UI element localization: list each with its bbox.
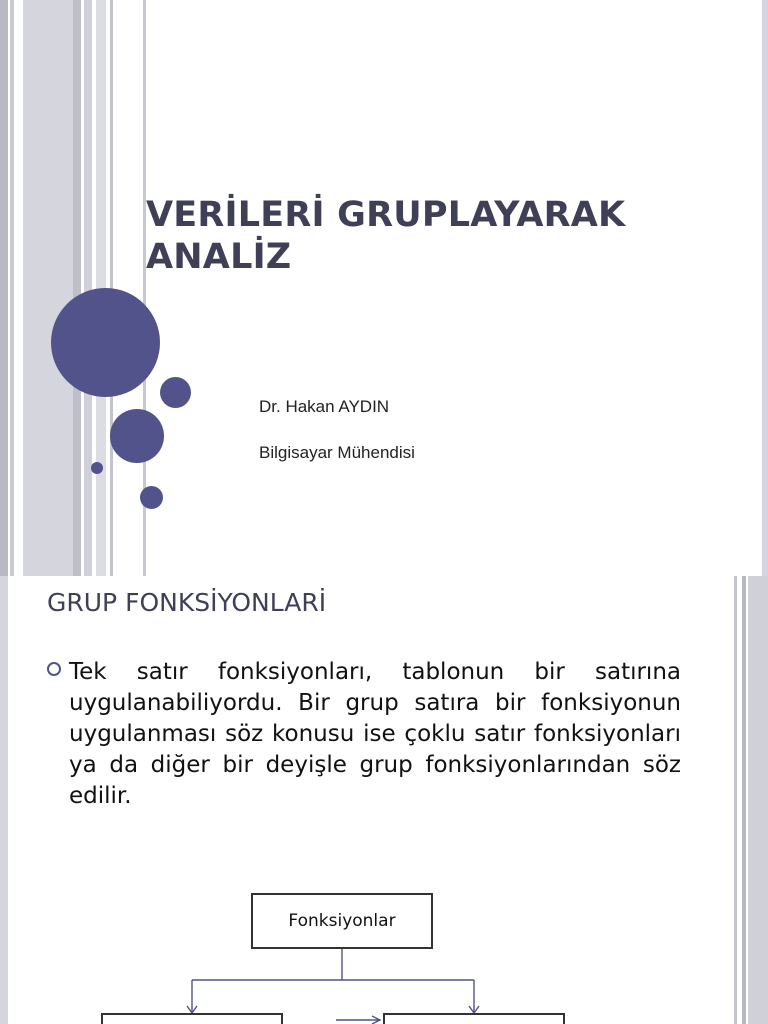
decor-circle: [91, 462, 103, 474]
bullet-text: Tek satır fonksiyonları, tablonun bir satırına uygulanabiliyordu. Bir grup satıra bir fonksiyonun uygulanması söz konusu ise çoklu satır fonksiyonları ya da diğer bir deyişle grup fonksiyonlarından söz edilir.: [69, 659, 681, 809]
decor-circle: [160, 377, 191, 408]
diagram-left-box: [101, 1013, 283, 1024]
author-role: Bilgisayar Mühendisi: [259, 443, 415, 462]
decor-stripe: [762, 0, 768, 576]
decor-circle: [51, 288, 160, 397]
decor-stripe: [0, 0, 8, 576]
diagram-root-box: [251, 893, 433, 949]
diagram-connectors: [0, 576, 768, 1024]
slide-title: VERİLERİ GRUPLAYARAK ANALİZ: [146, 195, 626, 277]
diagram-right-box: [383, 1013, 565, 1024]
decor-circle: [110, 409, 164, 463]
slide-title: GRUP FONKSİYONLARİ: [47, 588, 327, 617]
decor-circle: [140, 486, 163, 509]
diagram-root-label: Fonksiyonlar: [288, 911, 396, 931]
author-name: Dr. Hakan AYDIN: [259, 397, 390, 416]
decor-stripe: [10, 0, 14, 576]
decor-stripe: [84, 0, 92, 576]
decor-stripe: [73, 0, 81, 576]
content-slide: [0, 576, 768, 1024]
decor-stripe: [23, 0, 73, 576]
